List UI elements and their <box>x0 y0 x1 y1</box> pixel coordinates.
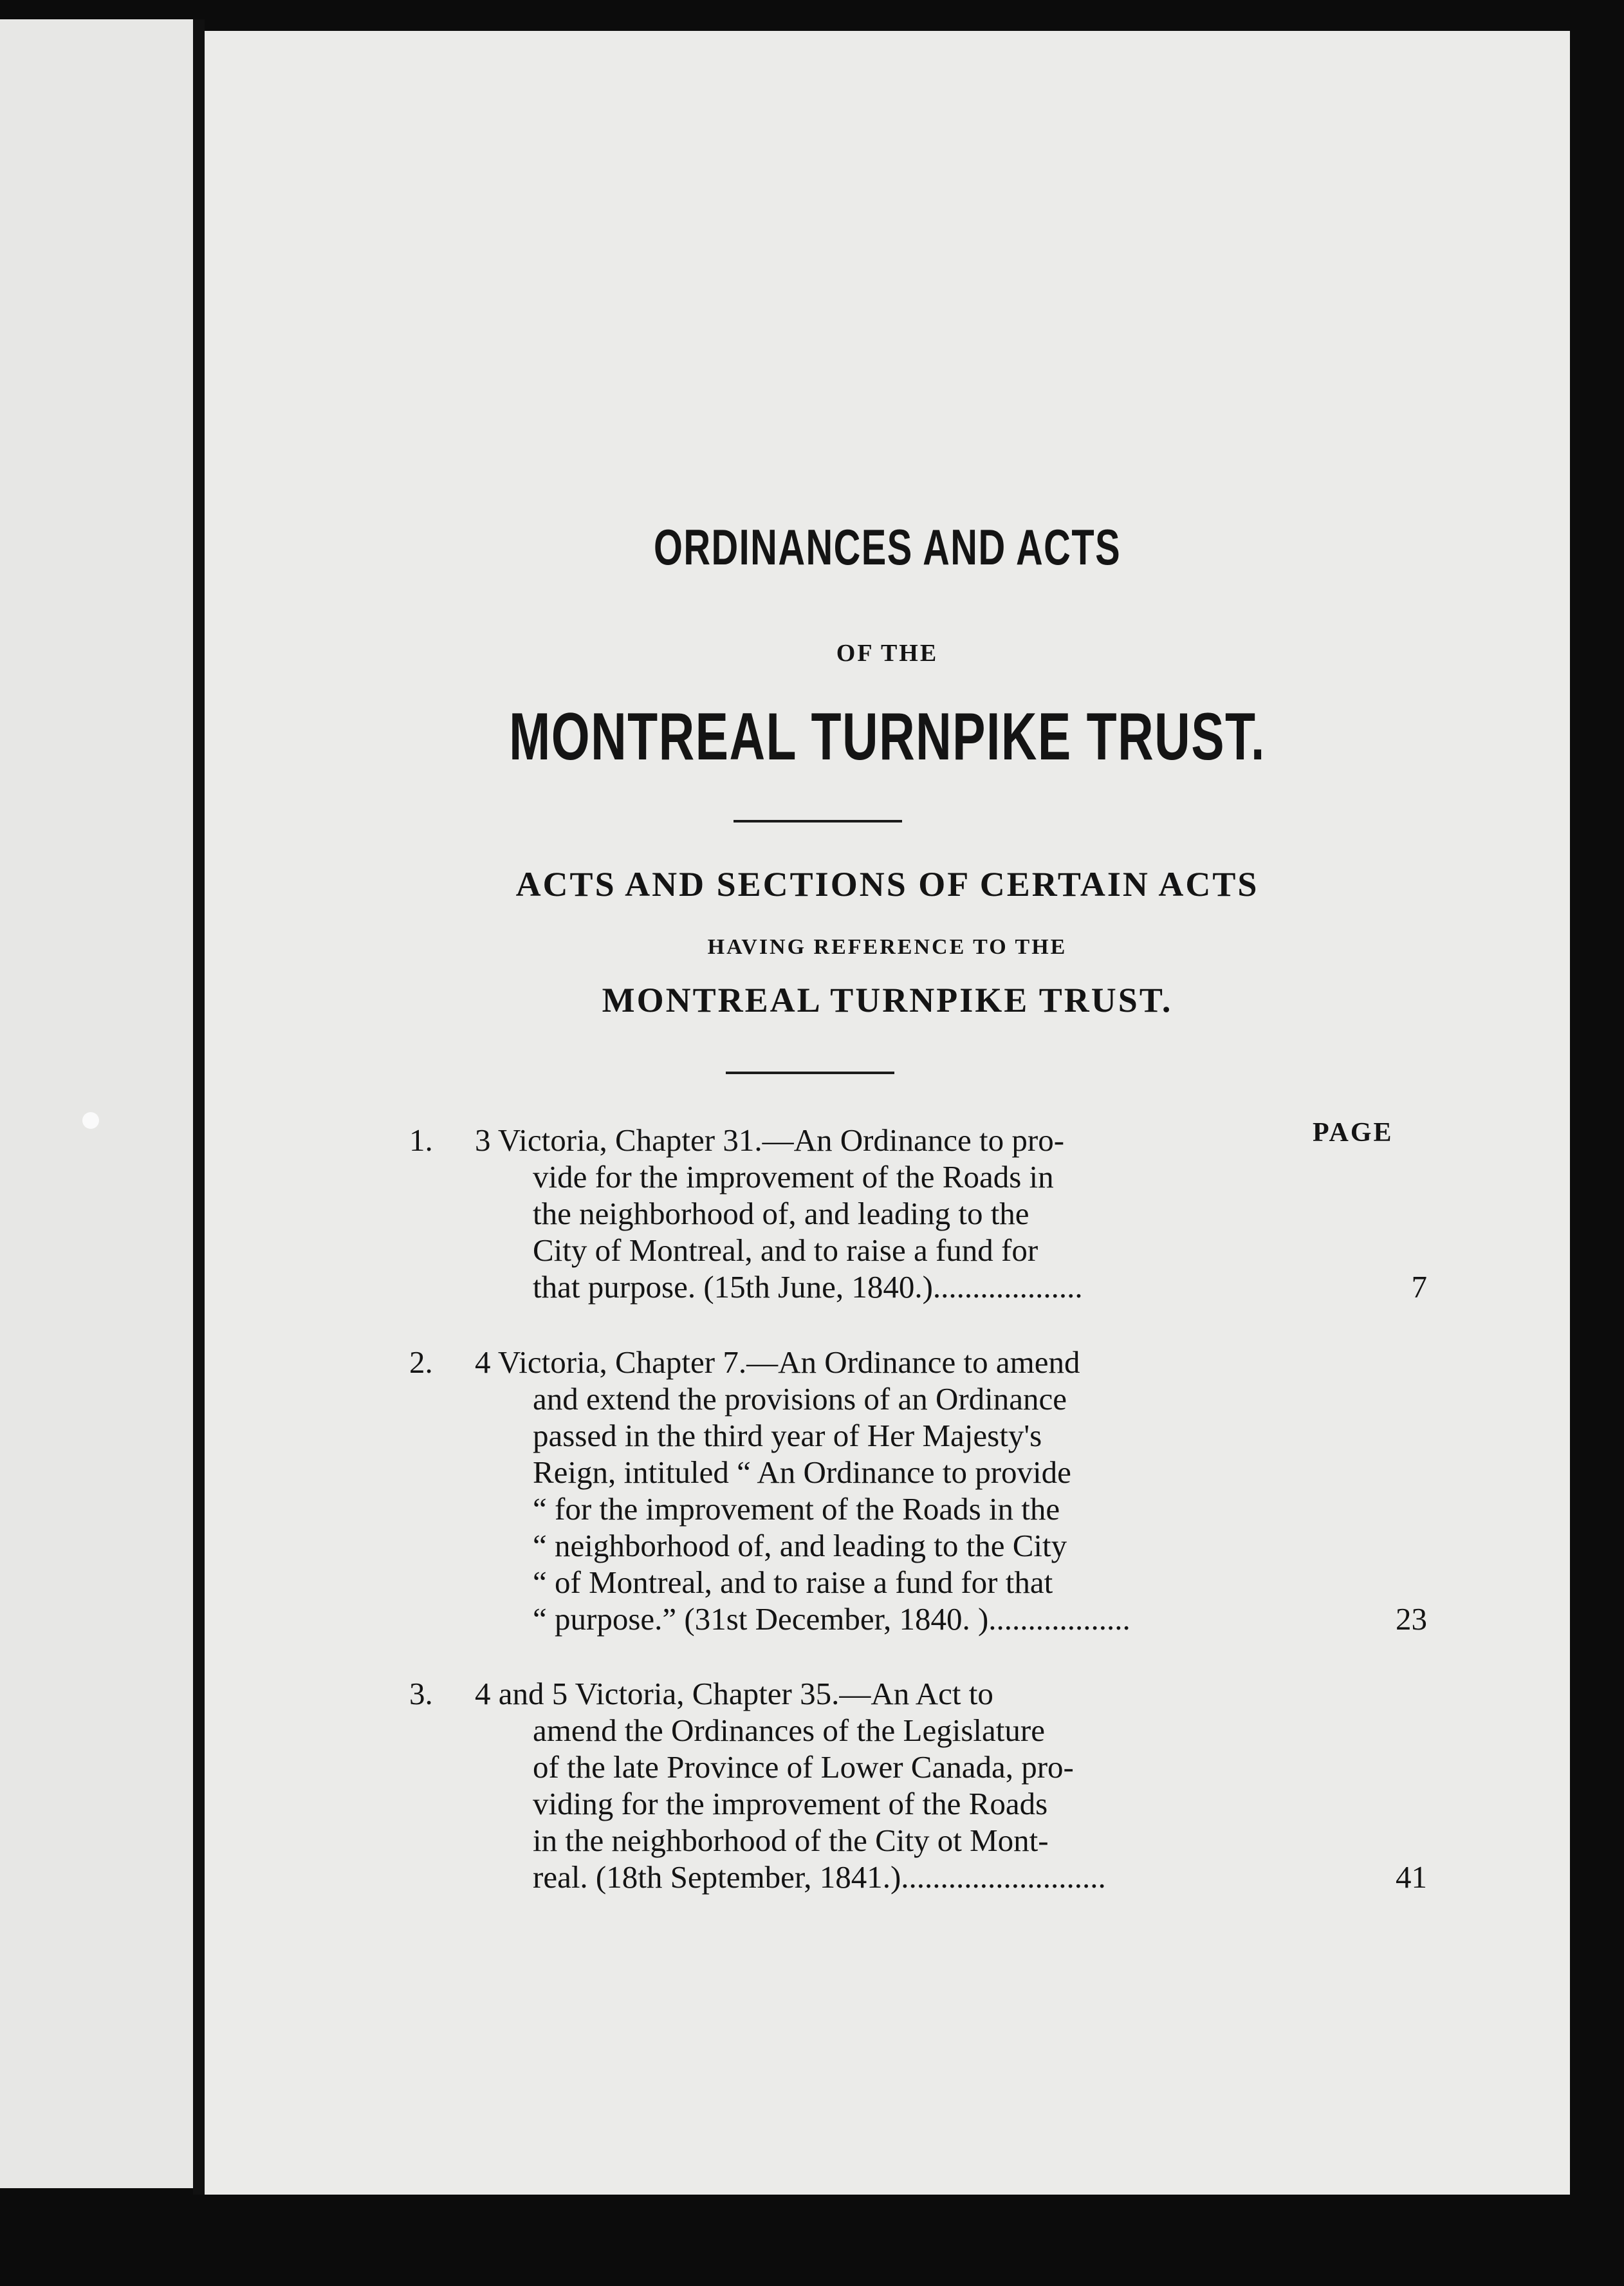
entry-number: 2. <box>409 1344 433 1380</box>
entry-line: and extend the provisions of an Ordinance <box>533 1381 1067 1417</box>
entry-line: real. (18th September, 1841.).......................... <box>533 1859 1106 1895</box>
subtitle-line-3: MONTREAL TURNPIKE TRUST. <box>602 981 1173 1019</box>
entry-line: “ for the improvement of the Roads in the <box>533 1491 1060 1527</box>
entry-line: the neighborhood of, and leading to the <box>533 1196 1029 1231</box>
binding-gutter <box>193 19 205 2195</box>
entry-text <box>475 1122 1427 1305</box>
entry-line: 4 and 5 Victoria, Chapter 35.—An Act to <box>475 1676 993 1711</box>
entry-page-number: 41 <box>1396 1859 1427 1895</box>
entry-line: passed in the third year of Her Majesty's <box>533 1418 1042 1453</box>
entry-line: in the neighborhood of the City ot Mont- <box>533 1823 1049 1858</box>
entry-page-number: 23 <box>1396 1601 1427 1637</box>
entry-page-number: 7 <box>1411 1269 1427 1305</box>
entry-line: 4 Victoria, Chapter 7.—An Ordinance to amend <box>475 1344 1080 1380</box>
scan-speck <box>82 1112 99 1129</box>
entry-line: 3 Victoria, Chapter 31.—An Ordinance to pro- <box>475 1122 1065 1158</box>
page-column-heading: PAGE <box>1313 1118 1394 1148</box>
entry-line: “ neighborhood of, and leading to the City <box>533 1528 1067 1563</box>
subtitle-divider <box>726 1072 894 1074</box>
entry-line: Reign, intituled “ An Ordinance to provide <box>533 1454 1071 1490</box>
entry-line: “ of Montreal, and to raise a fund for that <box>533 1565 1053 1600</box>
title-divider <box>734 820 902 822</box>
title-line-2: OF THE <box>836 640 939 667</box>
entry-line: that purpose. (15th June, 1840.)................... <box>533 1269 1083 1305</box>
subtitle-line-1: ACTS AND SECTIONS OF CERTAIN ACTS <box>515 865 1259 904</box>
entry-text <box>475 1344 1427 1637</box>
entry-number: 1. <box>409 1122 433 1158</box>
title-line-3: MONTREAL TURNPIKE TRUST. <box>509 700 1266 774</box>
entry-line: of the late Province of Lower Canada, pro- <box>533 1749 1074 1785</box>
title-line-1: ORDINANCES AND ACTS <box>653 519 1121 575</box>
subtitle-line-2: HAVING REFERENCE TO THE <box>707 935 1067 959</box>
entry-line: amend the Ordinances of the Legislature <box>533 1713 1045 1748</box>
facing-page-edge <box>0 19 193 2188</box>
entry-line: City of Montreal, and to raise a fund for <box>533 1232 1038 1268</box>
entry-line: vide for the improvement of the Roads in <box>533 1159 1054 1194</box>
entry-line: “ purpose.” (31st December, 1840. ).................. <box>533 1601 1130 1637</box>
entry-line: viding for the improvement of the Roads <box>533 1786 1048 1821</box>
document-page <box>205 31 1570 2195</box>
entry-text <box>475 1675 1427 1895</box>
entry-number: 3. <box>409 1676 433 1711</box>
scan-border <box>0 2195 1624 2286</box>
